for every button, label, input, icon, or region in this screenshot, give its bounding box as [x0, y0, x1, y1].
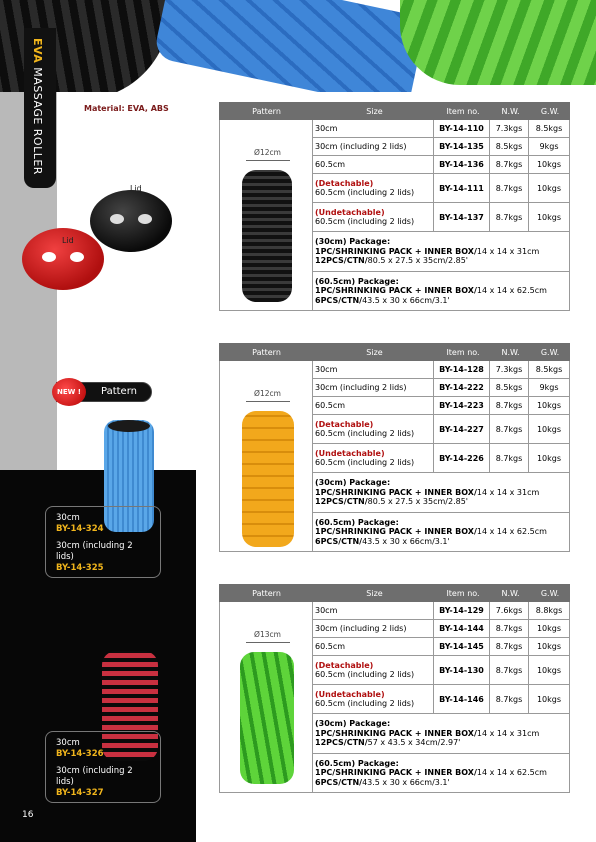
table-row: [313, 379, 569, 397]
size-cell: [313, 138, 434, 155]
table-row: [313, 174, 569, 203]
item-code: BY-14-327: [56, 788, 104, 798]
nw-cell: 8.5kgs: [490, 379, 529, 396]
gw-cell: 10kgs: [536, 183, 562, 193]
size-value: 30cm: [315, 124, 338, 133]
nw-cell: 8.7kgs: [490, 685, 529, 713]
size-cell: [313, 397, 434, 414]
header-item: Item no.: [446, 347, 480, 357]
size-text: 30cm: [56, 513, 80, 523]
header-nw: N.W.: [501, 106, 520, 116]
package-line-rest: 14 x 14 x 31cm: [476, 246, 540, 256]
section-tab: [24, 28, 56, 188]
page-number: 16: [22, 810, 34, 820]
size-text: 30cm: [56, 738, 80, 748]
detach-tag: (Detachable): [315, 420, 374, 429]
size-cell: [313, 685, 434, 713]
gw-cell: 10kgs: [536, 401, 562, 410]
header-item: Item no.: [446, 588, 480, 598]
table-header: [219, 584, 570, 602]
gw-cell: 8.8kgs: [535, 606, 563, 615]
package-line-bold: 1PC/SHRINKING PACK + INNER BOX/: [315, 728, 477, 738]
pattern-cell: [220, 602, 313, 792]
detach-tag: (Undetachable): [315, 690, 385, 699]
package-line-rest: 43.5 x 30 x 66cm/3.1': [362, 295, 450, 305]
detach-tag: (Undetachable): [315, 449, 385, 458]
table-row: [313, 444, 569, 473]
nw-cell: 8.7kgs: [490, 444, 529, 472]
item-cell: BY-14-129: [434, 602, 490, 619]
nw-cell: 7.3kgs: [490, 361, 529, 378]
detach-tag: (Undetachable): [315, 208, 385, 217]
diameter-line: [246, 642, 290, 643]
item-cell: BY-14-136: [434, 156, 490, 173]
table-body: [219, 602, 570, 793]
item-cell: BY-14-144: [434, 620, 490, 637]
nw-cell: 8.7kgs: [490, 638, 529, 655]
package-info: [313, 754, 569, 793]
item-cell: BY-14-137: [434, 203, 490, 231]
hero-banner: [0, 0, 596, 92]
detach-tag: (Detachable): [315, 179, 374, 188]
black-lid-photo: [90, 190, 172, 252]
table-row: [313, 656, 569, 685]
diameter-line: [246, 160, 290, 161]
item-cell: BY-14-130: [434, 656, 490, 684]
table-row: [313, 638, 569, 656]
header-pattern: Pattern: [252, 347, 281, 357]
size-text: 30cm (including 2 lids): [56, 541, 133, 562]
lid-label: Lid: [130, 184, 142, 193]
size-value: 30cm (including 2 lids): [315, 624, 407, 633]
item-code: BY-14-324: [56, 524, 104, 534]
pattern-cell: [220, 120, 313, 310]
header-size: Size: [366, 347, 383, 357]
item-cell: BY-14-135: [434, 138, 490, 155]
package-line-bold: 1PC/SHRINKING PACK + INNER BOX/: [315, 246, 477, 256]
nw-cell: 7.3kgs: [490, 120, 529, 137]
size-cell: [313, 638, 434, 655]
package-line-rest: 14 x 14 x 62.5cm: [476, 768, 547, 777]
yellow-roller-photo: [242, 411, 294, 547]
table-row: [313, 685, 569, 714]
size-value: 30cm (including 2 lids): [315, 142, 407, 151]
item-cell: BY-14-110: [434, 120, 490, 137]
data-column: [313, 120, 569, 310]
info-box: [45, 506, 161, 578]
package-line-rest: 43.5 x 30 x 66cm/3.1': [362, 536, 450, 546]
package-line-rest: 14 x 14 x 31cm: [476, 487, 540, 497]
item-cell: BY-14-146: [434, 685, 490, 713]
header-pattern: Pattern: [252, 588, 281, 598]
size-cell: [313, 602, 434, 619]
nw-cell: 8.5kgs: [490, 138, 529, 155]
table-body: [219, 120, 570, 311]
package-info: [313, 513, 569, 552]
item-cell: BY-14-223: [434, 397, 490, 414]
nw-cell: 8.7kgs: [490, 620, 529, 637]
gw-cell: 8.5kgs: [535, 365, 563, 374]
spec-table: [219, 584, 570, 793]
lid-label: Lid: [62, 236, 74, 245]
table-row: [313, 602, 569, 620]
item-cell: BY-14-222: [434, 379, 490, 396]
package-line-bold: 1PC/SHRINKING PACK + INNER BOX/: [315, 768, 477, 777]
size-cell: [313, 156, 434, 173]
nw-cell: 8.7kgs: [490, 656, 529, 684]
pattern-cell: [220, 361, 313, 551]
package-line-bold: 6PCS/CTN/: [315, 295, 363, 305]
green-roller-photo: [400, 0, 596, 85]
gw-cell: 10kgs: [536, 424, 562, 434]
nw-cell: 8.7kgs: [490, 415, 529, 443]
nw-cell: 8.7kgs: [490, 156, 529, 173]
package-line-bold: 12PCS/CTN/: [315, 256, 368, 265]
package-line-rest: 80.5 x 27.5 x 35cm/2.85': [367, 497, 468, 506]
spec-table: [219, 102, 570, 311]
header-nw: N.W.: [501, 588, 520, 598]
package-line-bold: 12PCS/CTN/: [315, 497, 368, 506]
table-row: [313, 156, 569, 174]
item-cell: BY-14-226: [434, 444, 490, 472]
pattern-tag-label: Pattern: [101, 386, 137, 397]
table-row: [313, 397, 569, 415]
size-cell: [313, 174, 434, 202]
data-column: [313, 602, 569, 792]
size-value: 60.5cm: [315, 401, 346, 410]
package-line-bold: 6PCS/CTN/: [315, 536, 363, 546]
size-value: 60.5cm (including 2 lids): [315, 188, 415, 197]
package-info: [313, 232, 569, 272]
gw-cell: 10kgs: [536, 665, 562, 675]
gw-cell: 8.5kgs: [535, 124, 563, 133]
size-cell: [313, 620, 434, 637]
size-cell: [313, 203, 434, 231]
size-value: 30cm: [315, 365, 338, 374]
size-value: 60.5cm (including 2 lids): [315, 699, 415, 708]
package-line-bold: 1PC/SHRINKING PACK + INNER BOX/: [315, 487, 477, 497]
size-value: 60.5cm (including 2 lids): [315, 670, 415, 679]
green-roller-photo: [240, 652, 294, 784]
diameter-line: [246, 401, 290, 402]
package-line-bold: 6PCS/CTN/: [315, 777, 363, 787]
size-cell: [313, 361, 434, 378]
gw-cell: 10kgs: [536, 160, 562, 169]
table-row: [313, 415, 569, 444]
package-line-rest: 14 x 14 x 62.5cm: [476, 527, 547, 536]
package-title: (30cm) Package:: [315, 237, 391, 246]
new-badge: NEW !: [52, 378, 86, 406]
spec-table: [219, 343, 570, 552]
table-body: [219, 361, 570, 552]
size-cell: [313, 379, 434, 396]
detach-tag: (Detachable): [315, 661, 374, 670]
item-code: BY-14-325: [56, 563, 104, 573]
item-cell: BY-14-145: [434, 638, 490, 655]
item-cell: BY-14-227: [434, 415, 490, 443]
header-gw: G.W.: [540, 106, 560, 116]
size-cell: [313, 120, 434, 137]
package-line-rest: 14 x 14 x 62.5cm: [476, 286, 547, 295]
gw-cell: 9kgs: [539, 142, 559, 151]
item-cell: BY-14-128: [434, 361, 490, 378]
table-row: [313, 203, 569, 232]
package-line-bold: 1PC/SHRINKING PACK + INNER BOX/: [315, 286, 477, 295]
diameter-label: Ø12cm: [254, 148, 281, 157]
size-value: 30cm: [315, 606, 338, 615]
header-size: Size: [366, 106, 383, 116]
gw-cell: 10kgs: [536, 694, 562, 704]
header-nw: N.W.: [501, 347, 520, 357]
package-line-bold: 1PC/SHRINKING PACK + INNER BOX/: [315, 527, 477, 536]
table-row: [313, 361, 569, 379]
nw-cell: 8.7kgs: [490, 174, 529, 202]
blue-roller-photo: [153, 0, 427, 92]
header-pattern: Pattern: [252, 106, 281, 116]
size-value: 60.5cm (including 2 lids): [315, 429, 415, 438]
package-title: (60.5cm) Package:: [315, 517, 399, 527]
nw-cell: 8.7kgs: [490, 203, 529, 231]
nw-cell: 8.7kgs: [490, 397, 529, 414]
size-value: 60.5cm (including 2 lids): [315, 458, 415, 467]
package-title: (30cm) Package:: [315, 719, 391, 728]
header-gw: G.W.: [540, 347, 560, 357]
gw-cell: 10kgs: [536, 642, 562, 651]
nw-cell: 7.6kgs: [490, 602, 529, 619]
header-size: Size: [366, 588, 383, 598]
item-cell: BY-14-111: [434, 174, 490, 202]
table-row: [313, 620, 569, 638]
package-line-rest: 57 x 43.5 x 34cm/2.97': [367, 738, 461, 747]
black-roller-photo: [242, 170, 292, 302]
size-cell: [313, 444, 434, 472]
item-code: BY-14-326: [56, 749, 104, 759]
header-gw: G.W.: [540, 588, 560, 598]
size-value: 60.5cm (including 2 lids): [315, 217, 415, 226]
table-header: [219, 102, 570, 120]
package-title: (60.5cm) Package:: [315, 758, 399, 768]
gw-cell: 10kgs: [536, 212, 562, 222]
section-tab-title: EVA MASSAGE ROLLER: [31, 38, 44, 175]
header-item: Item no.: [446, 106, 480, 116]
diameter-label: Ø13cm: [254, 630, 281, 639]
size-value: 60.5cm: [315, 160, 346, 169]
size-value: 30cm (including 2 lids): [315, 383, 407, 392]
info-box: [45, 731, 161, 803]
package-title: (30cm) Package:: [315, 478, 391, 487]
package-title: (60.5cm) Package:: [315, 276, 399, 286]
size-cell: [313, 415, 434, 443]
package-line-rest: 43.5 x 30 x 66cm/3.1': [362, 777, 450, 787]
package-info: [313, 272, 569, 311]
table-row: [313, 138, 569, 156]
size-value: 60.5cm: [315, 642, 346, 651]
package-line-bold: 12PCS/CTN/: [315, 738, 368, 747]
material-text: Material: EVA, ABS: [84, 104, 169, 113]
size-cell: [313, 656, 434, 684]
gw-cell: 10kgs: [536, 624, 562, 633]
table-header: [219, 343, 570, 361]
package-info: [313, 473, 569, 513]
package-info: [313, 714, 569, 754]
data-column: [313, 361, 569, 551]
gw-cell: 9kgs: [539, 383, 559, 392]
diameter-label: Ø12cm: [254, 389, 281, 398]
size-text: 30cm (including 2 lids): [56, 766, 133, 787]
package-line-rest: 14 x 14 x 31cm: [476, 728, 540, 738]
package-line-rest: 80.5 x 27.5 x 35cm/2.85': [367, 256, 468, 265]
gw-cell: 10kgs: [536, 453, 562, 463]
table-row: [313, 120, 569, 138]
